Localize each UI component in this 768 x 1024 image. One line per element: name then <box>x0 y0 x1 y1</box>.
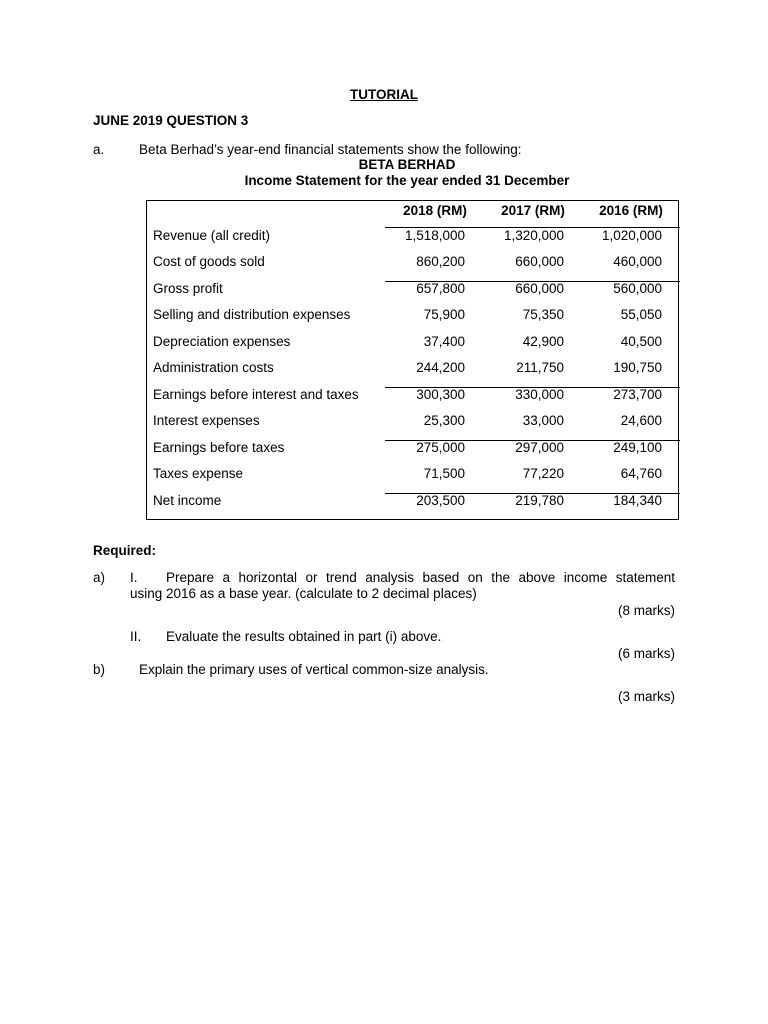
item-ii-marks: (6 marks) <box>618 646 675 661</box>
intro-text: Beta Berhad’s year-end financial statements show the following: <box>139 142 522 157</box>
value-2016: 55,050 <box>620 307 662 322</box>
row-label: Earnings before interest and taxes <box>153 387 359 402</box>
value-2017: 75,350 <box>522 307 564 322</box>
value-2016: 40,500 <box>620 334 662 349</box>
value-2016: 1,020,000 <box>601 228 662 243</box>
value-2018: 244,200 <box>416 360 465 375</box>
document-title: TUTORIAL <box>350 87 418 102</box>
value-2017: 219,780 <box>515 493 564 508</box>
question-heading: JUNE 2019 QUESTION 3 <box>93 113 249 128</box>
value-2016: 190,750 <box>613 360 662 375</box>
value-2016: 184,340 <box>613 493 662 508</box>
statement-title: Income Statement for the year ended 31 December <box>244 173 570 188</box>
row-label: Gross profit <box>153 281 223 296</box>
value-2016: 273,700 <box>613 387 662 402</box>
value-2018: 203,500 <box>416 493 465 508</box>
row-label: Net income <box>153 493 222 508</box>
part-a-label: a) <box>93 570 106 585</box>
column-header-2017: 2017 (RM) <box>501 203 565 218</box>
value-2017: 33,000 <box>522 413 564 428</box>
income-statement-table <box>146 200 679 520</box>
column-header-2018: 2018 (RM) <box>403 203 467 218</box>
value-2017: 660,000 <box>515 254 564 269</box>
value-2017: 1,320,000 <box>503 228 564 243</box>
company-name: BETA BERHAD <box>358 157 456 172</box>
row-label: Revenue (all credit) <box>153 228 271 243</box>
value-2016: 460,000 <box>613 254 662 269</box>
row-label: Selling and distribution expenses <box>153 307 351 322</box>
value-2018: 25,300 <box>423 413 465 428</box>
value-2018: 657,800 <box>416 281 465 296</box>
item-ii-text: Evaluate the results obtained in part (i) above. <box>166 629 442 644</box>
value-2018: 37,400 <box>423 334 465 349</box>
item-i-numeral: I. <box>130 570 138 585</box>
row-label: Taxes expense <box>153 466 244 481</box>
value-2018: 1,518,000 <box>404 228 465 243</box>
value-2018: 75,900 <box>423 307 465 322</box>
part-b-label: b) <box>93 662 106 677</box>
column-header-2016: 2016 (RM) <box>599 203 663 218</box>
part-b-text: Explain the primary uses of vertical common-size analysis. <box>139 662 489 677</box>
item-i-line1: Prepare a horizontal or trend analysis based on the above income statement <box>166 570 675 585</box>
part-b-marks: (3 marks) <box>618 689 675 704</box>
required-heading: Required: <box>93 543 157 558</box>
item-i-marks: (8 marks) <box>618 603 675 618</box>
value-2017: 211,750 <box>516 360 564 375</box>
item-i-line2: using 2016 as a base year. (calculate to 2 decimal places) <box>130 586 477 601</box>
value-2016: 24,600 <box>620 413 662 428</box>
value-2018: 860,200 <box>416 254 465 269</box>
value-2018: 300,300 <box>416 387 465 402</box>
row-label: Cost of goods sold <box>153 254 265 269</box>
value-2018: 71,500 <box>423 466 465 481</box>
value-2016: 560,000 <box>613 281 662 296</box>
row-label: Earnings before taxes <box>153 440 285 455</box>
value-2017: 297,000 <box>515 440 564 455</box>
value-2016: 64,760 <box>620 466 662 481</box>
part-a-marker: a. <box>93 142 105 157</box>
row-label: Administration costs <box>153 360 274 375</box>
value-2017: 330,000 <box>515 387 564 402</box>
value-2016: 249,100 <box>613 440 662 455</box>
value-2017: 42,900 <box>522 334 564 349</box>
row-label: Interest expenses <box>153 413 260 428</box>
value-2018: 275,000 <box>416 440 465 455</box>
item-ii-numeral: II. <box>130 629 142 644</box>
value-2017: 660,000 <box>515 281 564 296</box>
value-2017: 77,220 <box>522 466 564 481</box>
row-label: Depreciation expenses <box>153 334 291 349</box>
